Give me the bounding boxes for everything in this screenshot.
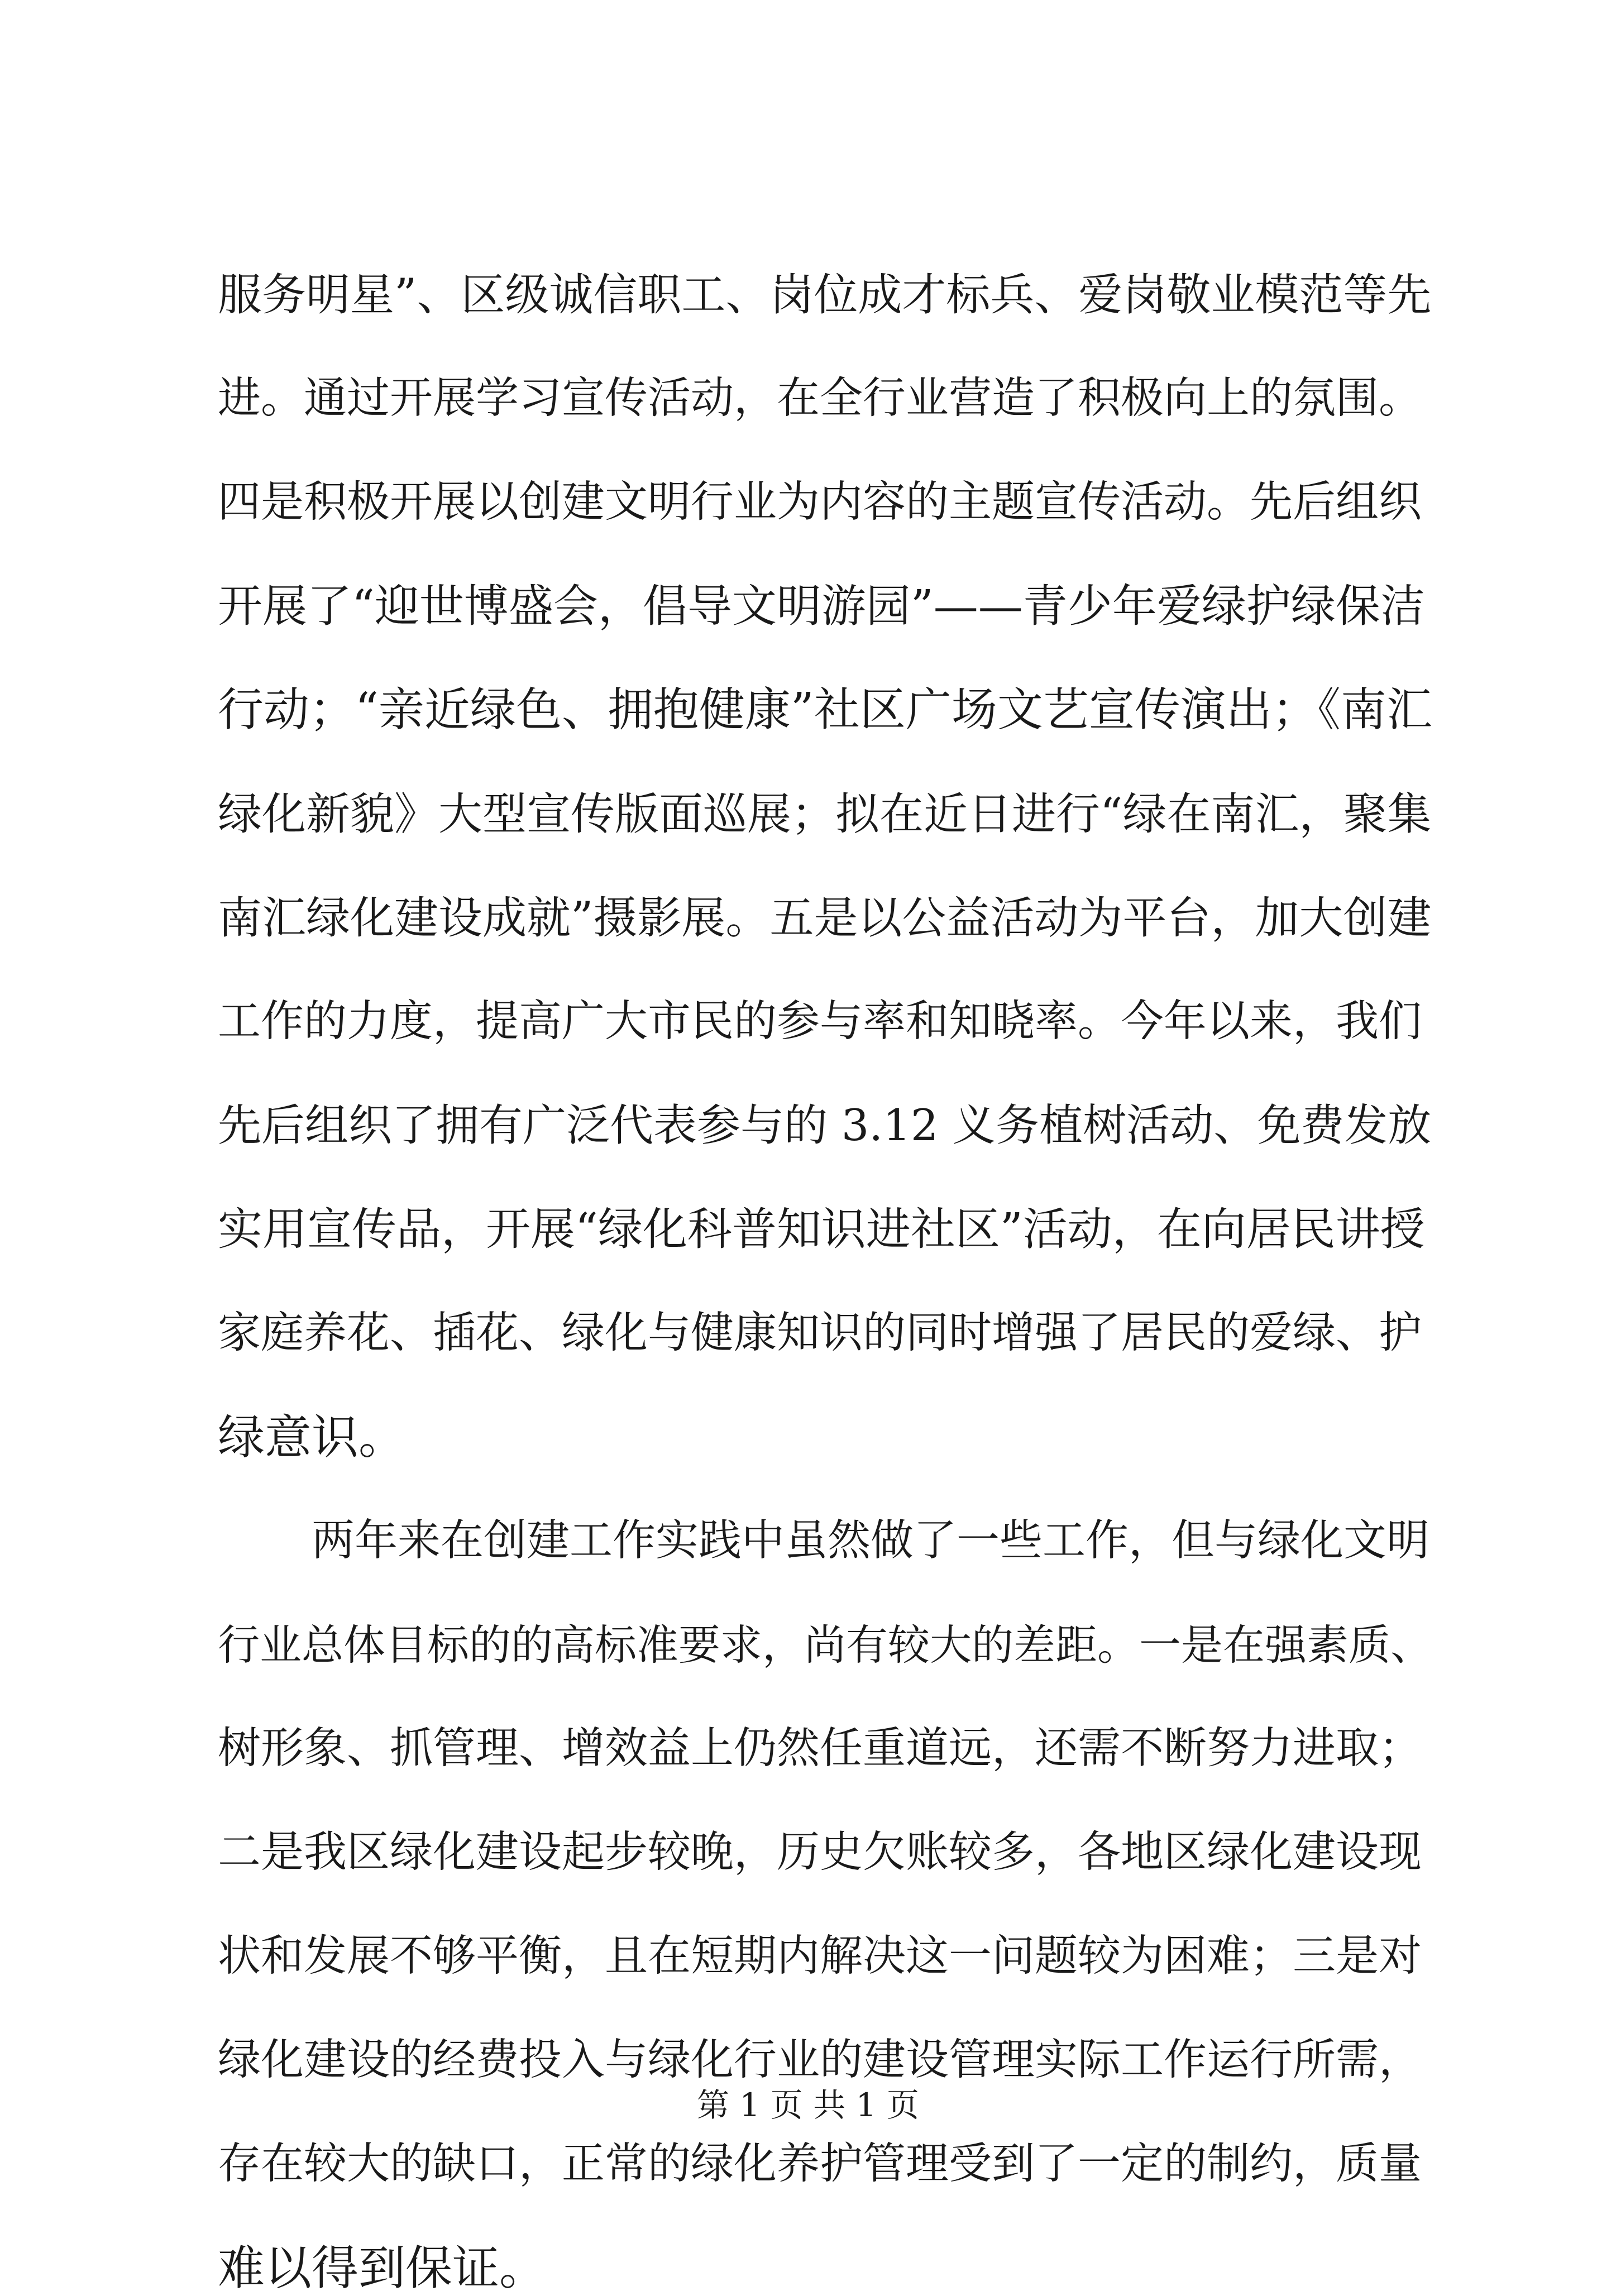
text-line: 实用宣传品，开展“绿化科普知识进社区”活动，在向居民讲授 bbox=[218, 1203, 1425, 1255]
paragraph-first-line: 两年来在创建工作实践中虽然做了一些工作，但与绿化文明 bbox=[312, 1516, 1429, 1566]
text-line: 四是积极开展以创建文明行业为内容的主题宣传活动。先后组织 bbox=[218, 477, 1422, 527]
text-line: 绿意识。 bbox=[218, 1410, 406, 1465]
text-line: 服务明星”、区级诚信职工、岗位成才标兵、爱岗敬业模范等先 bbox=[218, 269, 1432, 321]
text-line: 树形象、抓管理、增效益上仍然任重道远，还需不断努力进取； bbox=[218, 1724, 1422, 1773]
text-line: 开展了“迎世博盛会，倡导文明游园”——青少年爱绿护绿保洁 bbox=[218, 580, 1425, 632]
text-line: 先后组织了拥有广泛代表参与的 3.12 义务植树活动、免费发放 bbox=[218, 1101, 1432, 1151]
text-line: 绿化建设的经费投入与绿化行业的建设管理实际工作运行所需， bbox=[218, 2035, 1422, 2085]
text-line: 存在较大的缺口，正常的绿化养护管理受到了一定的制约，质量 bbox=[218, 2139, 1422, 2189]
text-line: 状和发展不够平衡，且在短期内解决这一问题较为困难；三是对 bbox=[218, 1931, 1422, 1981]
text-line: 南汇绿化建设成就”摄影展。五是以公益活动为平台，加大创建 bbox=[218, 892, 1432, 944]
text-line: 家庭养花、插花、绿化与健康知识的同时增强了居民的爱绿、护 bbox=[218, 1308, 1422, 1358]
page-number-footer: 第 1 页 共 1 页 bbox=[697, 2086, 919, 2124]
text-line: 工作的力度，提高广大市民的参与率和知晓率。今年以来，我们 bbox=[218, 997, 1422, 1046]
text-line: 难以得到保证。 bbox=[218, 2241, 547, 2295]
text-line: 二是我区绿化建设起步较晚，历史欠账较多，各地区绿化建设现 bbox=[218, 1828, 1422, 1877]
text-line: 绿化新貌》大型宣传版面巡展；拟在近日进行“绿在南汇，聚集 bbox=[218, 788, 1432, 840]
text-line: 进。通过开展学习宣传活动，在全行业营造了积极向上的氛围。 bbox=[218, 374, 1422, 423]
text-line: 行动；“亲近绿色、拥抱健康”社区广场文艺宣传演出；《南汇 bbox=[218, 683, 1432, 736]
text-line: 行业总体目标的的高标准要求，尚有较大的差距。一是在强素质、 bbox=[218, 1620, 1433, 1670]
